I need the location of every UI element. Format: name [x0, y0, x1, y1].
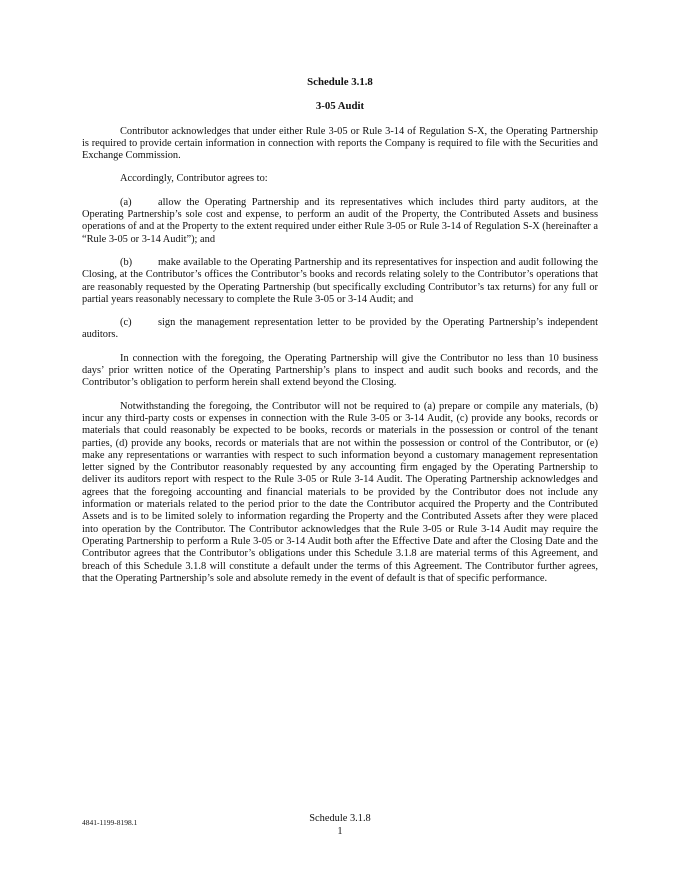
document-title: Schedule 3.1.8	[307, 76, 373, 88]
notwithstanding-paragraph: Notwithstanding the foregoing, the Contributor will not be required to (a) prepare or compile any materials, (b) incur any third-party costs or expenses in connection with the Rule 3-05 or 3-14 Audit, (c) provide any books, records or materials that could reasonably be expected to be books, records or materials in the possession or control of the tenant parties, (d) provide any books, records or materials that are not within the possession or control of the Contributor, or (e) make any representations or warranties with respect to such information beyond a customary management representation letter signed by the Contributor reasonably requested by any accounting firm engaged by the Operating Partnership to deliver its auditors report with respect to the Rule 3-05 or Rule 3-14 Audit. The Operating Partnership acknowledges and agrees that the foregoing accounting and financial materials to be provided by the Contributor does not include any information or materials related to the period prior to the date the Contributor acquired the Property and the Contributed Assets and is to be limited solely to information regarding the Property and the Contributed Assets after they were placed into operation by the Contributor. The Contributor acknowledges that the Rule 3-05 or Rule 3-14 Audit may require the Operating Partnership to perform a Rule 3-05 or 3-14 Audit both after the Effective Date and after the Closing Date and the Contributor agrees that the Contributor’s obligations under this Schedule 3.1.8 are material terms of this Agreement, and breach of this Schedule 3.1.8 will constitute a default under the terms of this Agreement. The Contributor further agrees, that the Operating Partnership’s sole and absolute remedy in the event of default is that of specific performance.	[82, 400, 598, 584]
item-c-text: sign the management representation letter to be provided by the Operating Partnership’s independent auditors.	[82, 317, 598, 341]
document-subtitle: 3-05 Audit	[315, 100, 365, 113]
item-c-label: (c)	[120, 317, 132, 329]
intro-paragraph: Contributor acknowledges that under either Rule 3-05 or Rule 3-14 of Regulation S-X, the Operating Partnership is required to provide certain information in connection with reports the Company is required to file with the Securities and Exchange Commission.	[82, 125, 598, 162]
agrees-paragraph: Accordingly, Contributor agrees to:	[120, 173, 268, 185]
footer-page-number: 1	[337, 825, 343, 837]
footer-schedule-label: Schedule 3.1.8	[309, 813, 371, 824]
item-b-label: (b)	[120, 256, 133, 268]
list-item-b	[82, 257, 598, 306]
footer-center	[0, 813, 680, 838]
item-a-label: (a)	[120, 196, 132, 208]
item-b-text: make available to the Operating Partnership and its representatives for inspection and audit following the Closing, at the Contributor’s offices the Contributor’s books and records relating solely to the Contributor’s operations that are reasonably requested by the Operating Partnership (but specifically excluding Contributor’s tax returns) for any full or partial years reasonably necessary to complete the Rule 3-05 or 3-14 Audit; and	[82, 256, 598, 305]
document-body	[82, 76, 598, 585]
list-item-a	[82, 197, 598, 246]
item-a-text: allow the Operating Partnership and its representatives which includes third party auditors, at the Operating Partnership’s sole cost and expense, to perform an audit of the Property, the Contributed Assets and business operations of and at the Property to the extent required under either Rule 3-05 or Rule 3-14 of Regulation S-X (hereinafter a “Rule 3-05 or 3-14 Audit”); and	[82, 196, 598, 245]
foregoing-paragraph: In connection with the foregoing, the Operating Partnership will give the Contributor no less than 10 business days’ prior written notice of the Operating Partnership’s plans to inspect and audit such books and records, and the Contributor’s obligation to perform herein shall extend beyond the Closing.	[82, 352, 598, 389]
footer-doc-id: 4841-1199-8198.1	[82, 818, 138, 827]
list-item-c	[82, 317, 598, 342]
